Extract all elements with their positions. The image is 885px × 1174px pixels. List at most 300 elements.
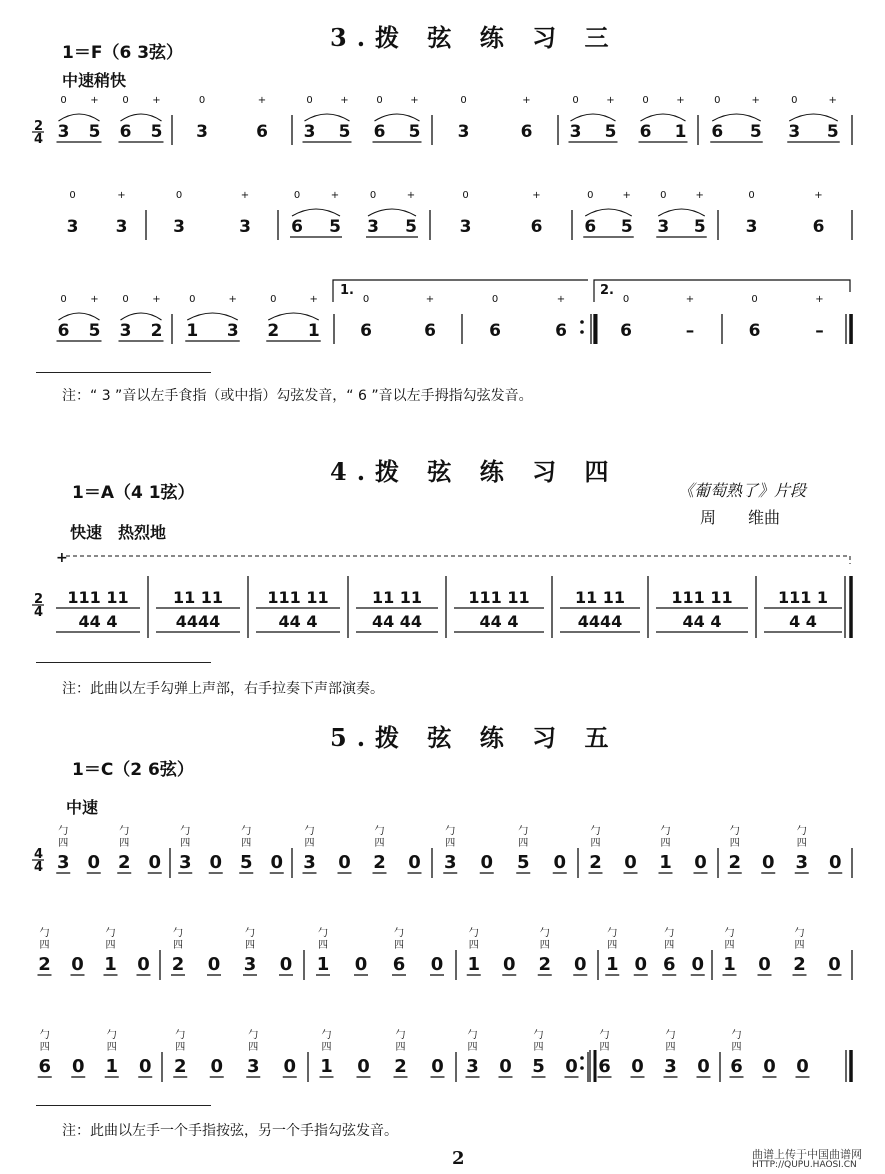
- note: 6: [38, 1056, 52, 1077]
- pluck-mark: 勹: [180, 826, 191, 837]
- note: –: [685, 321, 695, 341]
- note: 2: [267, 321, 280, 341]
- string-mark: 四: [39, 1042, 50, 1053]
- exercise3-row-3: [57, 294, 853, 344]
- exercise4-composer: 周 维曲: [700, 508, 781, 527]
- pluck-mark: 勹: [518, 826, 529, 837]
- note: 1: [186, 321, 199, 341]
- note: 5: [239, 852, 253, 873]
- fingering-mark: +: [522, 95, 531, 106]
- exercise3-row-1: [57, 95, 853, 145]
- slur: [712, 114, 761, 121]
- pluck-mark: 勹: [58, 826, 69, 837]
- slur: [585, 209, 632, 216]
- repeat-dot: [580, 1056, 584, 1060]
- note: 5: [532, 1056, 545, 1077]
- fingering-mark: +: [695, 190, 704, 201]
- fingering-mark: +: [676, 95, 685, 106]
- slur: [571, 114, 616, 121]
- note: 3: [246, 1056, 260, 1077]
- note: 6: [662, 954, 676, 975]
- fingering-mark: 0: [198, 95, 206, 106]
- fingering-mark: 0: [751, 294, 758, 305]
- upper-voice-notes: 111 1: [777, 588, 829, 607]
- fingering-mark: +: [152, 294, 161, 305]
- note: 5: [88, 122, 101, 142]
- fingering-mark: 0: [60, 294, 67, 305]
- note: 1: [605, 954, 619, 975]
- note: 6: [119, 122, 132, 142]
- exercise3-footnote: 注：“ 3 ”音以左手食指（或中指）勾弦发音，“ 6 ”音以左手拇指勾弦发音。: [62, 388, 533, 404]
- note: 2: [538, 954, 552, 975]
- pluck-mark: 勹: [39, 928, 50, 939]
- note: 0: [502, 954, 516, 975]
- exercise5-footnote: 注：此曲以左手一个手指按弦，另一个手指勾弦发音。: [62, 1123, 398, 1139]
- lower-voice-notes: 44 4: [78, 612, 118, 631]
- upper-voice-notes: 111 11: [468, 588, 530, 607]
- note: 2: [150, 321, 163, 341]
- note: 6: [57, 321, 70, 341]
- note: 0: [480, 852, 494, 873]
- note: 0: [431, 1056, 444, 1077]
- pluck-mark: 勹: [664, 928, 675, 939]
- fingering-mark: 0: [748, 190, 755, 201]
- fingering-mark: 0: [572, 95, 579, 106]
- note: 0: [279, 954, 293, 975]
- first-ending-label: 1.: [340, 283, 354, 298]
- note: 3: [56, 852, 70, 873]
- note: 6: [748, 321, 761, 341]
- note: 0: [283, 1056, 297, 1077]
- note: 5: [693, 217, 706, 237]
- note: 0: [634, 954, 648, 975]
- pluck-mark: 勹: [660, 826, 671, 837]
- upper-voice-notes: 11 11: [172, 588, 224, 607]
- string-mark: 四: [105, 940, 116, 951]
- time-sig-top: 2: [34, 592, 44, 607]
- note: 1: [467, 954, 481, 975]
- note: 6: [373, 122, 386, 142]
- fingering-mark: +: [751, 95, 760, 106]
- note: 5: [88, 321, 101, 341]
- fingering-mark: 0: [175, 190, 183, 201]
- note: 0: [210, 1056, 224, 1077]
- fingering-mark: +: [556, 294, 566, 305]
- fingering-mark: 0: [69, 190, 76, 201]
- note: 0: [354, 954, 368, 975]
- pluck-mark: 勹: [794, 928, 805, 939]
- repeat-dot: [580, 330, 584, 334]
- note: 6: [360, 321, 372, 341]
- fingering-mark: +: [228, 294, 237, 305]
- note: 1: [316, 954, 330, 975]
- note: 5: [826, 122, 839, 142]
- string-mark: 四: [374, 838, 385, 849]
- slur: [641, 114, 686, 121]
- exercise5-row-3: [38, 1028, 851, 1082]
- fingering-mark: +: [340, 95, 349, 106]
- slur: [375, 114, 420, 121]
- fingering-mark: +: [425, 294, 435, 305]
- string-mark: 四: [304, 838, 315, 849]
- exercise4-tempo: 快速 热烈地: [70, 523, 167, 542]
- note: 6: [392, 954, 406, 975]
- string-mark: 四: [241, 838, 252, 849]
- note: 3: [367, 217, 379, 237]
- slur: [121, 114, 162, 121]
- note: 0: [763, 1056, 776, 1077]
- string-mark: 四: [539, 940, 550, 951]
- note: 0: [430, 954, 444, 975]
- note: 6: [812, 217, 825, 237]
- string-mark: 四: [321, 1042, 332, 1053]
- note: 6: [555, 321, 567, 341]
- note: 3: [178, 852, 192, 873]
- note: 3: [443, 852, 457, 873]
- note: 0: [828, 852, 842, 873]
- note: 0: [499, 1056, 512, 1077]
- string-mark: 四: [590, 838, 601, 849]
- string-mark: 四: [173, 940, 183, 951]
- note: 6: [620, 321, 632, 341]
- fingering-mark: +: [240, 190, 250, 201]
- note: 3: [173, 217, 185, 237]
- fingering-mark: +: [330, 190, 340, 201]
- note: 2: [171, 954, 185, 975]
- note: 5: [150, 122, 163, 142]
- first-ending-bracket: [333, 280, 588, 302]
- note: 6: [256, 122, 268, 142]
- fingering-mark: +: [152, 95, 161, 106]
- string-mark: 四: [175, 1042, 186, 1053]
- string-mark: 四: [445, 838, 456, 849]
- string-mark: 四: [39, 940, 50, 951]
- pluck-mark: 勹: [539, 928, 550, 939]
- note: 6: [639, 122, 652, 142]
- note: 3: [119, 321, 132, 341]
- note: 6: [730, 1056, 743, 1077]
- slur: [121, 313, 162, 320]
- fingering-mark: 0: [293, 190, 301, 201]
- note: 0: [148, 852, 162, 873]
- string-mark: 四: [468, 940, 479, 951]
- exercise4-source: 《葡萄熟了》片段: [678, 481, 807, 500]
- string-mark: 四: [607, 940, 618, 951]
- pluck-mark: 勹: [318, 928, 328, 939]
- string-mark: 四: [394, 940, 404, 951]
- pluck-dashed-line: [66, 556, 850, 564]
- note: 5: [408, 122, 421, 142]
- note: 6: [584, 217, 597, 237]
- fingering-mark: +: [406, 190, 416, 201]
- note: 6: [711, 122, 724, 142]
- note: 5: [749, 122, 762, 142]
- string-mark: 四: [724, 940, 735, 951]
- note: 0: [270, 852, 284, 873]
- exercise5-row-2: [38, 926, 853, 980]
- fingering-mark: 0: [660, 190, 667, 201]
- lower-voice-notes: 44 44: [371, 612, 423, 631]
- note: 0: [357, 1056, 370, 1077]
- note: 1: [674, 122, 687, 142]
- pluck-mark: 勹: [321, 1030, 332, 1041]
- note: 0: [207, 954, 221, 975]
- exercise5-key: 1＝C（2 6弦）: [72, 760, 194, 780]
- note: 0: [71, 954, 84, 975]
- exercise5-score: [0, 800, 885, 1100]
- note: 6: [291, 217, 303, 237]
- slur: [789, 114, 838, 121]
- note: 3: [795, 852, 809, 873]
- note: 0: [828, 954, 841, 975]
- time-sig-bottom: 4: [34, 605, 44, 620]
- exercise3-row-2: [67, 190, 852, 240]
- note: 0: [565, 1056, 578, 1077]
- lower-voice-notes: 44 4: [278, 612, 318, 631]
- string-mark: 四: [794, 940, 805, 951]
- lower-voice-notes: 4444: [577, 612, 623, 631]
- note: 3: [303, 852, 316, 873]
- note: 3: [57, 122, 70, 142]
- string-mark: 四: [518, 838, 529, 849]
- note: 0: [691, 954, 705, 975]
- note: 3: [226, 321, 239, 341]
- note: 0: [209, 852, 223, 873]
- note: 0: [408, 852, 421, 873]
- fingering-mark: 0: [122, 95, 129, 106]
- pluck-mark: 勹: [173, 928, 183, 939]
- pluck-mark: 勹: [119, 826, 130, 837]
- pluck-mark: 勹: [731, 1030, 742, 1041]
- time-sig-top: 4: [34, 847, 44, 862]
- note: 0: [87, 852, 101, 873]
- pluck-mark: 勹: [665, 1030, 676, 1041]
- repeat-dot: [580, 320, 584, 324]
- note: 0: [631, 1056, 644, 1077]
- time-sig-bottom: 4: [34, 860, 44, 875]
- note: 2: [793, 954, 806, 975]
- fingering-mark: +: [815, 294, 824, 305]
- pluck-mark: 勹: [105, 928, 116, 939]
- note: 1: [659, 852, 672, 873]
- upper-voice-notes: 111 11: [67, 588, 129, 607]
- note: 2: [728, 852, 742, 873]
- note: 1: [104, 954, 117, 975]
- repeat-dot: [580, 1066, 584, 1070]
- pluck-mark: 勹: [374, 826, 385, 837]
- note: 0: [137, 954, 150, 975]
- fingering-mark: +: [814, 190, 823, 201]
- fingering-mark: 0: [376, 95, 383, 106]
- note: 2: [117, 852, 131, 873]
- fingering-mark: +: [622, 190, 631, 201]
- fingering-mark: +: [685, 294, 695, 305]
- fingering-mark: 0: [369, 190, 377, 201]
- pluck-mark: 勹: [724, 928, 735, 939]
- exercise3-score: [0, 0, 885, 380]
- note: 5: [338, 122, 351, 142]
- fingering-mark: +: [828, 95, 837, 106]
- fingering-mark: +: [90, 294, 99, 305]
- note: 5: [604, 122, 617, 142]
- note: 5: [516, 852, 530, 873]
- note: 0: [694, 852, 707, 873]
- note: 3: [303, 122, 316, 142]
- note: 0: [761, 852, 775, 873]
- slur: [187, 313, 238, 320]
- fingering-mark: +: [309, 294, 318, 305]
- note: 6: [598, 1056, 611, 1077]
- pluck-mark: 勹: [248, 1030, 259, 1041]
- string-mark: 四: [106, 1042, 117, 1053]
- pluck-mark: 勹: [599, 1030, 610, 1041]
- upper-voice-notes: 111 11: [267, 588, 329, 607]
- pluck-mark: 勹: [245, 928, 255, 939]
- exercise3-tempo: 中速稍快: [62, 71, 127, 90]
- note: 0: [796, 1056, 809, 1077]
- string-mark: 四: [180, 838, 191, 849]
- note: 3: [196, 122, 208, 142]
- note: 0: [553, 852, 567, 873]
- exercise3-key: 1＝F（6 3弦）: [62, 43, 184, 63]
- exercise4-score: [0, 540, 885, 650]
- fingering-mark: 0: [587, 190, 594, 201]
- slur: [268, 313, 319, 320]
- note: 0: [758, 954, 771, 975]
- pluck-mark: 勹: [468, 928, 479, 939]
- note: 2: [394, 1056, 407, 1077]
- slur: [59, 313, 100, 320]
- pluck-mark: 勹: [729, 826, 740, 837]
- exercise4-title: 4.拨 弦 练 习 四: [330, 457, 619, 486]
- pluck-mark: 勹: [39, 1030, 50, 1041]
- upper-voice-notes: 11 11: [371, 588, 423, 607]
- second-ending-label: 2.: [600, 283, 614, 298]
- exercise5-tempo: 中速: [66, 798, 99, 817]
- note: 3: [239, 217, 251, 237]
- exercise5-footnote-rule: [36, 1105, 211, 1106]
- note: 2: [373, 852, 386, 873]
- string-mark: 四: [119, 838, 130, 849]
- string-mark: 四: [245, 940, 255, 951]
- time-sig-bottom: 4: [34, 132, 44, 147]
- fingering-mark: 0: [622, 294, 630, 305]
- pluck-mark: 勹: [241, 826, 252, 837]
- second-ending-bracket: [594, 280, 850, 302]
- string-mark: 四: [533, 1042, 544, 1053]
- exercise3-footnote-rule: [36, 372, 211, 373]
- pluck-mark: 勹: [106, 1030, 117, 1041]
- note: 3: [66, 217, 79, 237]
- string-mark: 四: [318, 940, 328, 951]
- fingering-mark: 0: [122, 294, 129, 305]
- note: 0: [697, 1056, 710, 1077]
- slur: [292, 209, 340, 216]
- fingering-mark: 0: [462, 190, 469, 201]
- slur: [658, 209, 705, 216]
- pluck-mark: 勹: [304, 826, 315, 837]
- upper-voice-notes: 11 11: [574, 588, 626, 607]
- fingering-mark: 0: [491, 294, 499, 305]
- svg-text:+: +: [56, 550, 68, 566]
- note: 1: [723, 954, 736, 975]
- fingering-mark: +: [532, 190, 541, 201]
- watermark-line-1: 曲谱上传于中国曲谱网: [752, 1148, 862, 1161]
- string-mark: 四: [599, 1042, 610, 1053]
- string-mark: 四: [248, 1042, 259, 1053]
- exercise4-footnote-rule: [36, 662, 211, 663]
- pluck-mark: 勹: [467, 1030, 478, 1041]
- string-mark: 四: [664, 940, 675, 951]
- watermark-line-2: HTTP://QUPU.HAOSI.CN: [752, 1160, 857, 1170]
- note: 3: [745, 217, 758, 237]
- note: 5: [405, 217, 417, 237]
- string-mark: 四: [729, 838, 740, 849]
- upper-voice-notes: 111 11: [671, 588, 733, 607]
- note: 3: [459, 217, 472, 237]
- exercise4-footnote: 注：此曲以左手勾弹上声部，右手拉奏下声部演奏。: [62, 681, 384, 697]
- fingering-mark: 0: [189, 294, 196, 305]
- fingering-mark: 0: [270, 294, 277, 305]
- note: 2: [589, 852, 602, 873]
- note: 2: [173, 1056, 187, 1077]
- fingering-mark: +: [117, 190, 126, 201]
- note: 6: [489, 321, 501, 341]
- note: 1: [307, 321, 320, 341]
- exercise5-title: 5.拨 弦 练 习 五: [330, 723, 619, 752]
- note: 0: [338, 852, 351, 873]
- note: 0: [573, 954, 587, 975]
- slur: [305, 114, 350, 121]
- note: 0: [71, 1056, 85, 1077]
- note: 3: [457, 122, 470, 142]
- note: 6: [424, 321, 436, 341]
- note: 3: [657, 217, 670, 237]
- pluck-mark: 勹: [533, 1030, 544, 1041]
- exercise3-title: 3.拨 弦 练 习 三: [330, 23, 619, 52]
- fingering-mark: 0: [642, 95, 649, 106]
- string-mark: 四: [467, 1042, 478, 1053]
- note: 0: [138, 1056, 152, 1077]
- time-sig-top: 2: [34, 119, 44, 134]
- pluck-mark: 勹: [395, 1030, 406, 1041]
- note: 6: [530, 217, 543, 237]
- string-mark: 四: [395, 1042, 406, 1053]
- string-mark: 四: [665, 1042, 676, 1053]
- string-mark: 四: [58, 838, 69, 849]
- fingering-mark: 0: [791, 95, 798, 106]
- note: 6: [520, 122, 533, 142]
- note: 3: [664, 1056, 677, 1077]
- exercise4-row: [56, 576, 851, 638]
- pluck-mark: 勹: [175, 1030, 186, 1041]
- lower-voice-notes: 4444: [175, 612, 221, 631]
- note: 1: [320, 1056, 333, 1077]
- fingering-mark: +: [410, 95, 419, 106]
- string-mark: 四: [660, 838, 671, 849]
- note: 0: [624, 852, 637, 873]
- fingering-mark: 0: [306, 95, 313, 106]
- pluck-mark: 勹: [445, 826, 456, 837]
- note: –: [815, 321, 824, 341]
- note: 5: [329, 217, 341, 237]
- fingering-mark: +: [90, 95, 99, 106]
- note: 3: [788, 122, 801, 142]
- fingering-mark: +: [257, 95, 267, 106]
- fingering-mark: +: [606, 95, 615, 106]
- string-mark: 四: [731, 1042, 742, 1053]
- note: 5: [620, 217, 633, 237]
